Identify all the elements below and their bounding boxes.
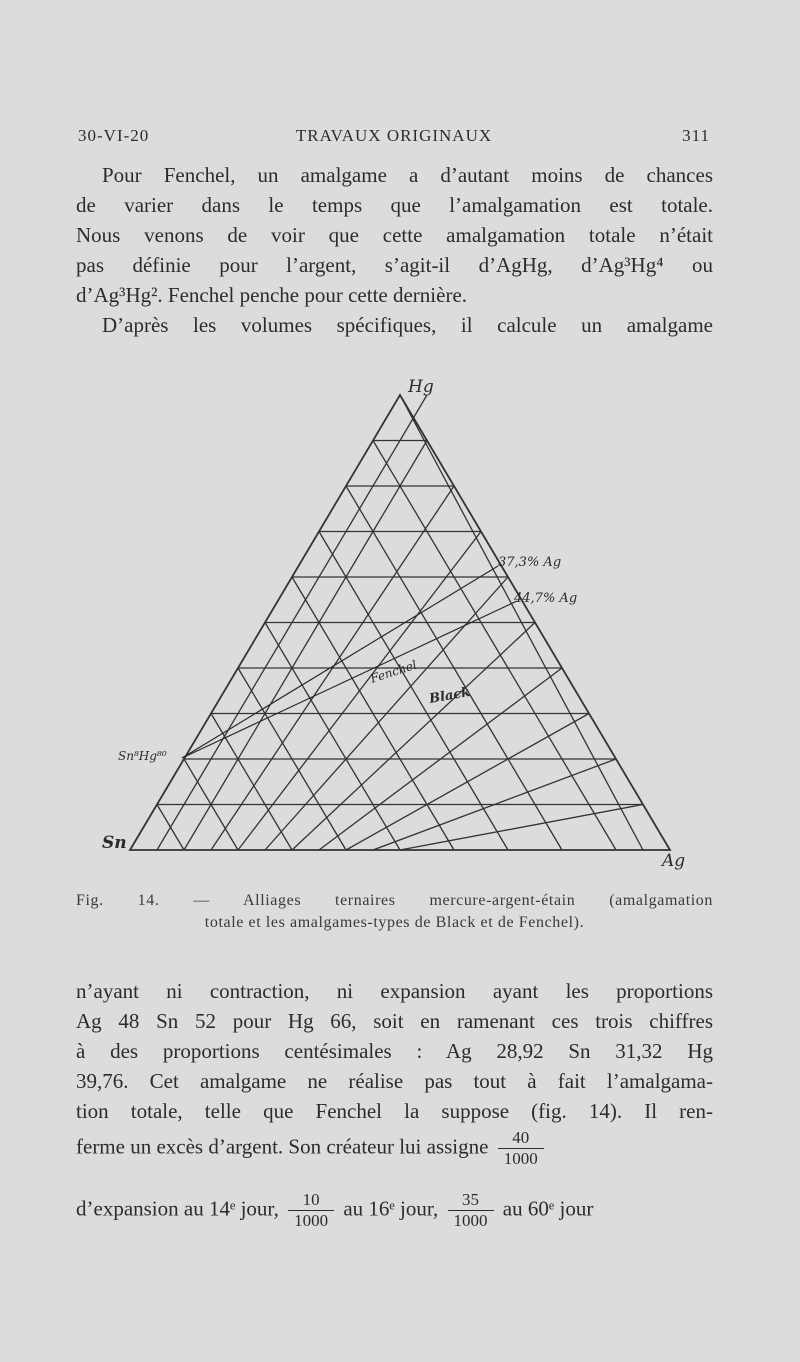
- caption-line: Fig. 14. — Alliages ternaires mercure-argent-étain (amalgamation: [76, 892, 713, 909]
- line-label-44: 44,7% Ag: [514, 591, 578, 606]
- text-line: de varier dans le temps que l’amalgamation est totale.: [76, 193, 713, 217]
- text-line: 39,76. Cet amalgame ne réalise pas tout à fait l’amalgama-: [76, 1069, 713, 1093]
- fraction-10-1000: [288, 1190, 334, 1231]
- fraction-denominator: 1000: [503, 1149, 538, 1168]
- figure-caption: [76, 892, 713, 936]
- text-line: D’après les volumes spécifiques, il calcule un amalgame: [102, 313, 713, 337]
- text-line: Ag 48 Sn 52 pour Hg 66, soit en ramenant ces trois chiffres: [76, 1009, 713, 1033]
- vertex-label-sn: Sn: [102, 833, 127, 853]
- point-label-sn-hg: Sn⁸Hg⁸⁰: [118, 749, 167, 763]
- text-line: pas définie pour l’argent, s’agit-il d’AgHg, d’Ag³Hg⁴ ou: [76, 253, 713, 277]
- black-label: Black: [428, 684, 472, 707]
- fraction-numerator: 10: [288, 1190, 334, 1211]
- line-label-37: 37,3% Ag: [498, 555, 562, 570]
- header-date: 30-VI-20: [78, 126, 150, 145]
- paragraph-fenchel: [76, 160, 713, 340]
- triangle-grid: [130, 395, 670, 850]
- fraction-line-2: [76, 1190, 713, 1231]
- fraction-numerator: 35: [448, 1190, 494, 1211]
- fenchel-label: Fenchel: [368, 657, 419, 686]
- page-number: 311: [682, 126, 710, 145]
- vertex-label-ag: Ag: [662, 851, 686, 871]
- text-line: d’Ag³Hg². Fenchel penche pour cette dernière.: [76, 283, 468, 307]
- fraction-40-1000: [498, 1128, 544, 1169]
- amalgam-lines: [182, 566, 517, 758]
- text-line: n’ayant ni contraction, ni expansion ayant les proportions: [76, 979, 713, 1003]
- caption-line: totale et les amalgames-types de Black et de Fenchel).: [204, 914, 585, 931]
- fraction-denominator: 1000: [453, 1211, 488, 1230]
- fraction-numerator: 40: [498, 1128, 544, 1149]
- text-line: à des proportions centésimales : Ag 28,92 Sn 31,32 Hg: [76, 1039, 713, 1063]
- text-line: ferme un excès d’argent. Son créateur lui assigne: [76, 1134, 489, 1159]
- fraction-denominator: 1000: [294, 1211, 329, 1230]
- apex-label-hg: Hg: [408, 377, 434, 397]
- text-line: tion totale, telle que Fenchel la suppose (fig. 14). Il ren-: [76, 1099, 713, 1123]
- text-fragment: au 16ᵉ jour,: [343, 1196, 439, 1221]
- ternary-diagram: [90, 370, 710, 880]
- fraction-35-1000: [448, 1190, 494, 1231]
- text-line: Nous venons de voir que cette amalgamation totale n’était: [76, 223, 713, 247]
- text-line: Pour Fenchel, un amalgame a d’autant moins de chances: [102, 163, 713, 187]
- fraction-line-1: [76, 1128, 713, 1169]
- text-fragment: au 60ᵉ jour: [502, 1196, 594, 1221]
- text-fragment: d’expansion au 14ᵉ jour,: [76, 1196, 279, 1221]
- running-head: [78, 126, 710, 150]
- header-title: TRAVAUX ORIGINAUX: [295, 126, 493, 145]
- paragraph-amalgam: [76, 976, 713, 1126]
